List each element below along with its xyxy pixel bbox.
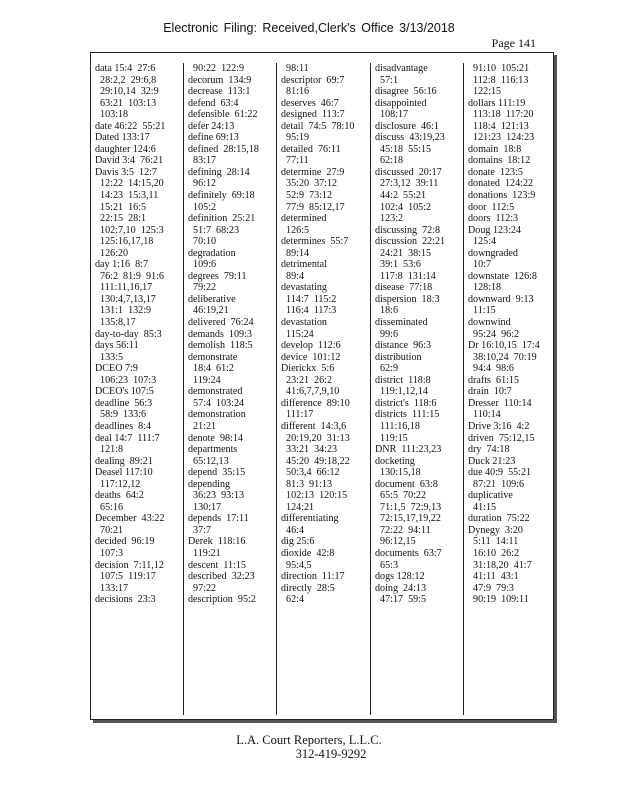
- court-reporter-phone: 312-419-9292: [295, 747, 367, 761]
- index-column-text: 91:10 105:21 112:8 116:13 122:15 dollars 111:19 113:18 117:20 118:4 121:13 121:23 124:23 domain 18:8 domains 18:12 donate 123:5 donated 124:22 donations 123:9 door 112:5 doors 112:3 Doug 123:24 125:4 downgraded 10:7 downstate 126:8 128:18 downward 9:13 11:15 downwind 95:24 96:2 Dr 16:10,15 17:4 38:10,24 70:19 94:4 98:6 drafts 61:15 drain 10:7 Dresser 110:14 110:14 Drive 3:16 4:2 driven 75:12,15 dry 74:18 Duck 21:23 due 40:9 55:21 87:21 109:6 duplicative 41:15 duration 75:22 Dynegy 3:20 5:11 14:11 16:10 26:2 31:18,20 41:7 41:11 43:1 47:9 79:3 90:19 109:11: [468, 63, 540, 606]
- index-column-text: 90:22 122:9 decorum 134:9 decrease 113:1 defend 63:4 defensible 61:22 defer 24:13 define 69:13 defined 28:15,18 83:17 defining 28:14 96:12 definitely 69:18 105:2 definition 25:21 51:7 68:23 70:10 degradation 109:6 degrees 79:11 79:22 deliberative 46:19,21 delivered 76:24 demands 109:3 demolish 118:5 demonstrate 18:4 61:2 119:24 demonstrated 57:4 103:24 demonstration 21:21 denote 98:14 departments 65:12,13 depend 35:15 depending 36:23 93:13 130:17 depends 17:11 37:7 Derek 118:16 119:21 descent 11:15 described 32:23 97:22 description 95:2: [188, 63, 259, 606]
- index-page-frame: [90, 52, 554, 720]
- index-column-3: [276, 63, 363, 715]
- index-column-text: 98:11 descriptor 69:7 81:16 deserves 46:7 designed 113:7 detail 74:5 78:10 95:19 detailed 76:11 77:11 determine 27:9 35:20 37:12 52:9 73:12 77:9 85:12,17 determined 126:5 determines 55:7 89:14 detrimental 89:4 devastating 114:7 115:2 116:4 117:3 devastation 115:24 develop 112:6 device 101:12 Dierickx 5:6 23:21 26:2 41:6,7,7,9,10 difference 89:10 111:17 different 14:3,6 20:19,20 31:13 33:21 34:23 45:20 49:18,22 50:3,4 66:12 81:3 91:13 102:13 120:15 124:21 differentiating 46:4 dig 25:6 dioxide 42:8 95:4,5 direction 11:17 directly 28:5 62:4: [281, 63, 355, 606]
- index-column-4: [370, 63, 457, 715]
- court-reporter-name: L.A. Court Reporters, L.L.C.: [236, 733, 382, 747]
- index-column-text: disadvantage 57:1 disagree 56:16 disappointed 108:17 disclosure 46:1 discuss 43:19,23 45:18 55:15 62:18 discussed 20:17 27:3,12 39:11 44:2 55:21 102:4 105:2 123:2 discussing 72:8 discussion 22:21 24:21 38:15 39:1 53:6 117:8 131:14 disease 77:18 dispersion 18:3 18:6 disseminated 99:6 distance 96:3 distribution 62:9 district 118:8 119:1,12,14 district's 118:6 districts 111:15 111:16,18 119:15 DNR 111:23,23 docketing 130:15,18 document 63:8 65:5 70:22 71:1,5 72:9,13 72:15,17,19,22 72:22 94:11 96:12,15 documents 63:7 65:3 dogs 128:12 doing 24:13 47:17 59:5: [375, 63, 446, 606]
- index-column-2: [183, 63, 270, 715]
- index-column-text: data 15:4 27:6 28:2,2 29:6,8 29:10,14 32:9 63:21 103:13 103:18 date 46:22 55:21 Dated 133:17 daughter 124:6 David 3:4 76:21 Davis 3:5 12:7 12:22 14:15,20 14:23 15:3,11 15:21 16:5 22:15 28:1 102:7,10 125:3 125:16,17,18 126:20 day 1:16 8:7 76:2 81:9 91:6 111:11,16,17 130:4,7,13,17 131:1 132:9 135:8,17 day-to-day 85:3 days 56:11 133:5 DCEO 7:9 106:23 107:3 DCEO's 107:5 deadline 56:3 58:9 133:6 deadlines 8:4 deal 14:7 111:7 121:8 dealing 89:21 Deasel 117:10 117:12,12 deaths 64:2 65:16 December 43:22 70:21 decided 96:19 107:3 decision 7:11,12 107:5 119:17 133:17 decisions 23:3: [95, 63, 166, 606]
- index-column-5: [463, 63, 550, 715]
- footer: [0, 733, 618, 761]
- filing-stamp: Electronic Filing: Received,Clerk's Office 3/13/2018: [163, 21, 455, 35]
- index-column-1: [91, 63, 177, 715]
- page-number: Page 141: [491, 36, 536, 50]
